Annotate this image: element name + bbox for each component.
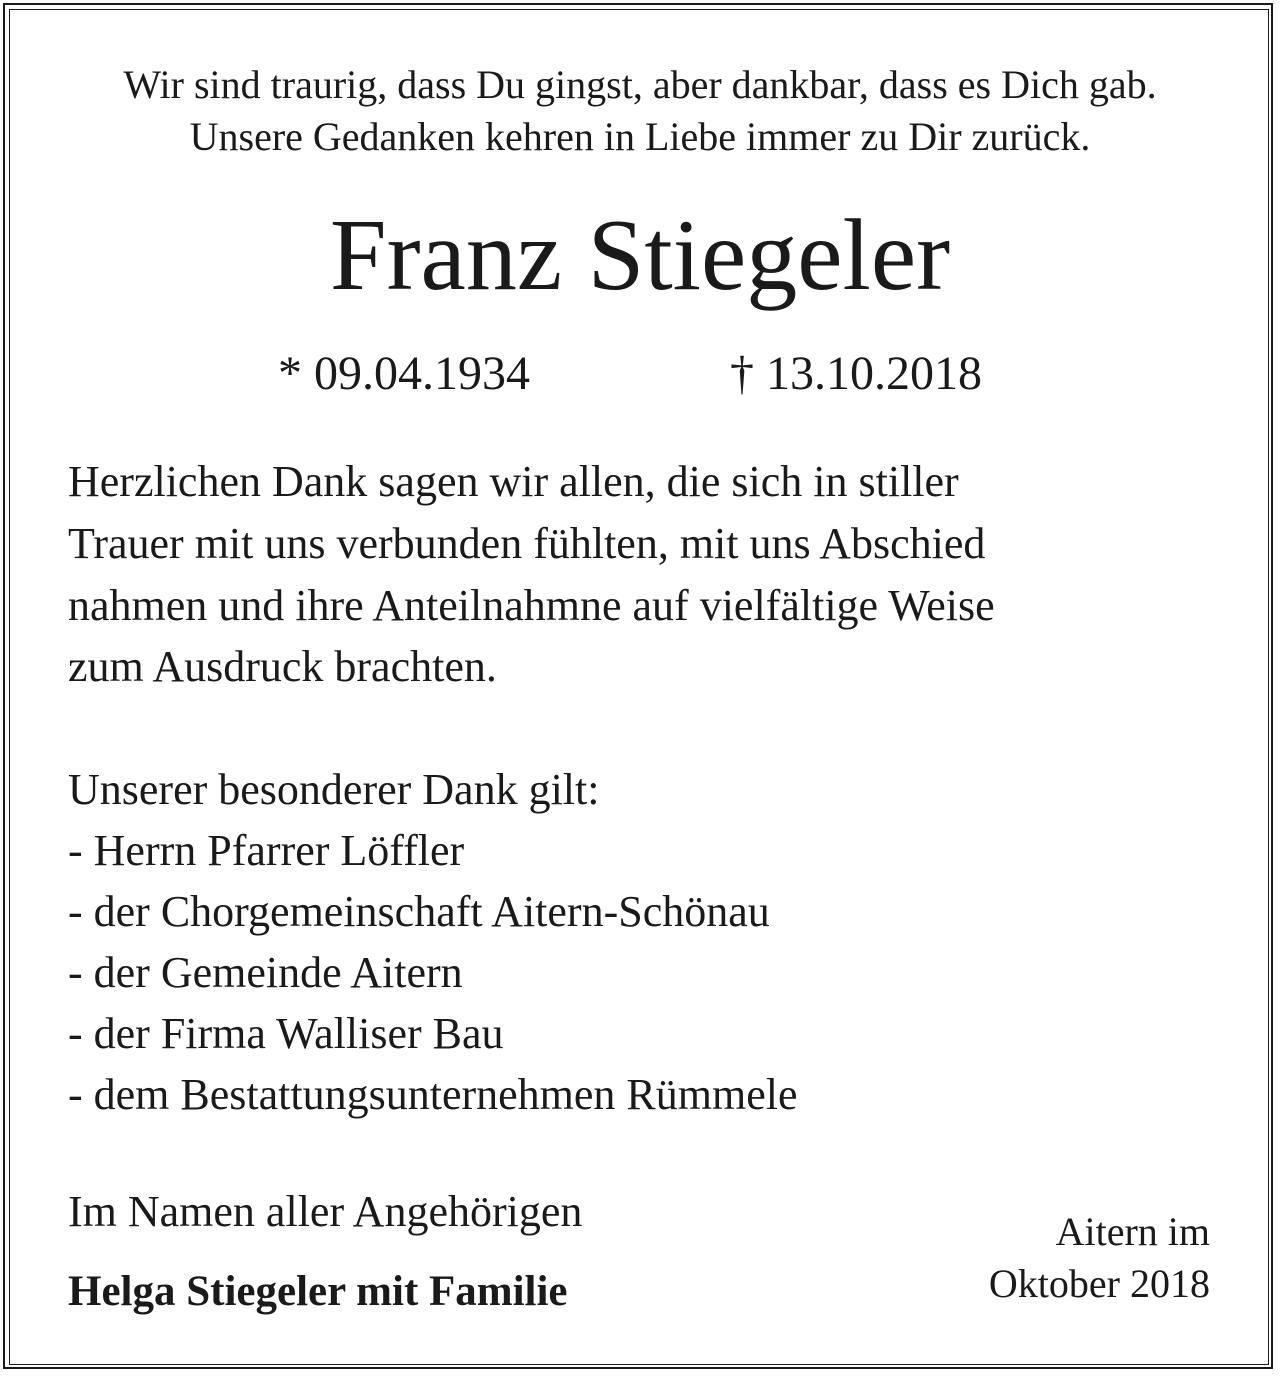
special-thanks-heading: Unserer besonderer Dank gilt: xyxy=(68,765,600,814)
thanks-line-3: nahmen und ihre Anteilnahmne auf vielfältige Weise xyxy=(68,581,995,630)
motto-line-2: Unsere Gedanken kehren in Liebe immer zu Dir zurück. xyxy=(189,114,1091,159)
special-thanks-item: - der Firma Walliser Bau xyxy=(68,1009,504,1058)
special-thanks-item: - dem Bestattungsunternehmen Rümmele xyxy=(68,1070,798,1119)
place-line: Aitern im xyxy=(1055,1209,1210,1254)
thanks-line-1: Herzlichen Dank sagen wir allen, die sich in stiller xyxy=(68,457,959,506)
deceased-name: Franz Stiegeler xyxy=(329,199,951,312)
death-date: † 13.10.2018 xyxy=(730,347,982,400)
thanks-line-2: Trauer mit uns verbunden fühlten, mit uns Abschied xyxy=(68,519,986,568)
special-thanks-item: - der Gemeinde Aitern xyxy=(68,948,463,997)
birth-date: * 09.04.1934 xyxy=(278,347,530,400)
special-thanks-item: - Herrn Pfarrer Löffler xyxy=(68,826,465,875)
signer-name: Helga Stiegeler mit Familie xyxy=(68,1268,568,1315)
special-thanks-item: - der Chorgemeinschaft Aitern-Schönau xyxy=(68,887,770,936)
date-line: Oktober 2018 xyxy=(988,1261,1210,1306)
on-behalf-line: Im Namen aller Angehörigen xyxy=(68,1187,583,1236)
thanks-line-4: zum Ausdruck brachten. xyxy=(68,642,497,691)
motto-line-1: Wir sind traurig, dass Du gingst, aber dankbar, dass es Dich gab. xyxy=(123,62,1157,107)
